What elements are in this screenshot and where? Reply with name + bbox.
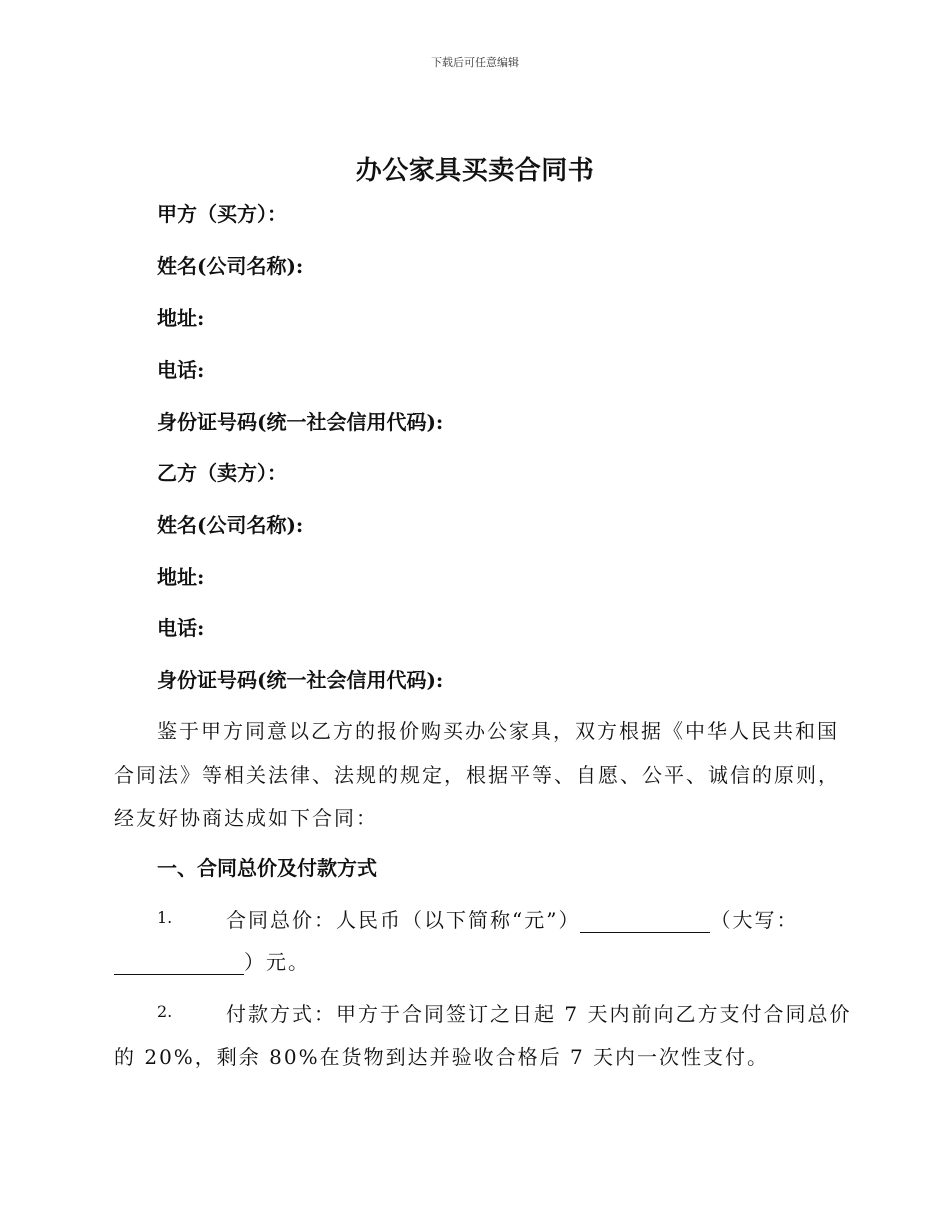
party-a-name-label: 姓名(公司名称): — [157, 254, 304, 278]
section-1-heading: 一、合同总价及付款方式 — [157, 856, 377, 880]
party-b-id-label: 身份证号码(统一社会信用代码): — [157, 668, 444, 692]
party-b-phone-label: 电话: — [157, 616, 205, 640]
item-1-text-before: 合同总价：人民币（以下简称“元”） — [226, 908, 581, 932]
party-a-id-label: 身份证号码(统一社会信用代码): — [157, 410, 444, 434]
party-a-address-label: 地址: — [157, 306, 205, 330]
item-2-line-1: 付款方式：甲方于合同签订之日起 7 天内前向乙方支付合同总价 — [226, 1002, 852, 1026]
item-1-text-after: ）元。 — [244, 950, 310, 974]
item-1-text-middle: （大写： — [710, 908, 799, 932]
item-1-line-1 — [226, 904, 798, 933]
party-b-name-label: 姓名(公司名称): — [157, 513, 304, 537]
preamble-line-2: 合同法》等相关法律、法规的规定，根据平等、自愿、公平、诚信的原则， — [114, 763, 840, 787]
total-price-blank — [580, 912, 710, 933]
party-b-address-label: 地址: — [157, 565, 205, 589]
party-b-heading: 乙方（卖方）： — [157, 461, 287, 485]
preamble-line-1: 鉴于甲方同意以乙方的报价购买办公家具，双方根据《中华人民共和国 — [157, 719, 839, 743]
item-1-number: 1. — [157, 908, 173, 927]
party-a-heading: 甲方（买方）： — [157, 202, 287, 226]
page-header: 下载后可任意编辑 — [431, 56, 519, 69]
item-2-line-2: 的 20%，剩余 80%在货物到达并验收合格后 7 天内一次性支付。 — [114, 1045, 770, 1069]
preamble-line-3: 经友好协商达成如下合同： — [114, 806, 378, 830]
item-1-line-2 — [114, 946, 310, 975]
total-price-uppercase-blank — [114, 954, 244, 975]
party-a-phone-label: 电话: — [157, 358, 205, 382]
document-title: 办公家具买卖合同书 — [355, 156, 595, 186]
item-2-number: 2. — [157, 1002, 173, 1021]
